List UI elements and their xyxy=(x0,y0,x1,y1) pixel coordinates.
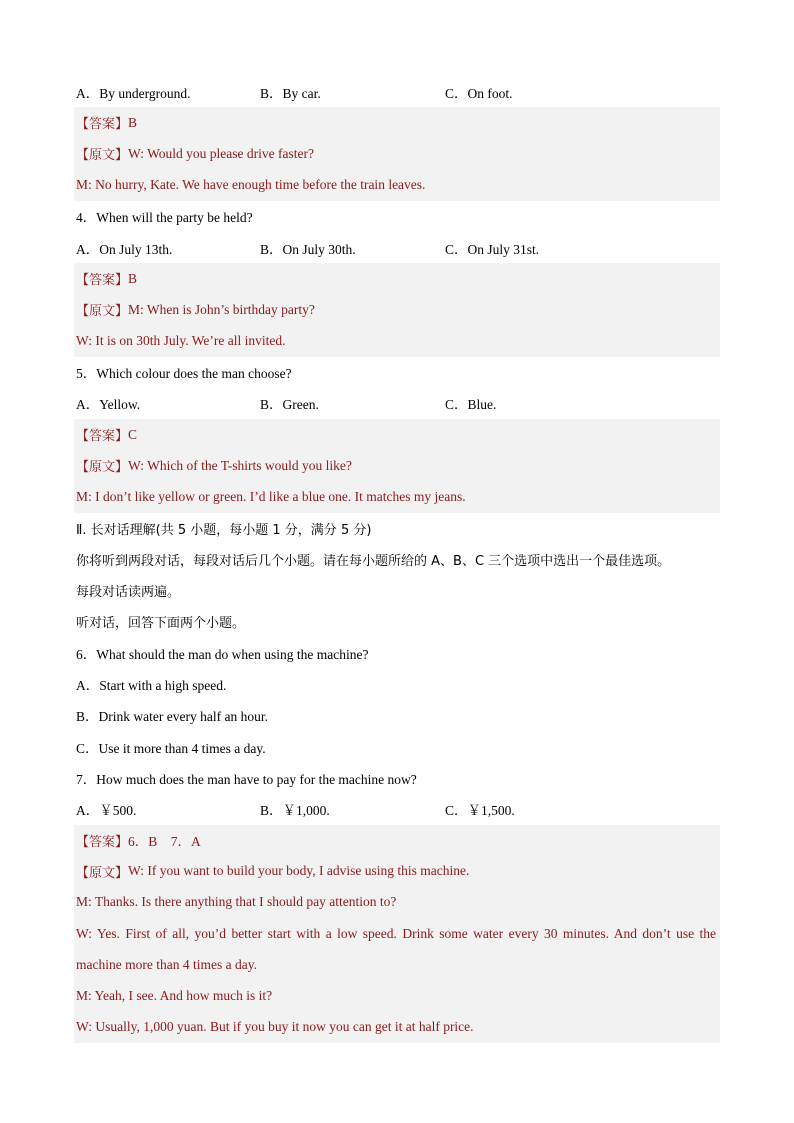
section-instruction-3: 听对话，回答下面两个小题。 xyxy=(76,616,246,632)
answer-value: 6．B 7．A xyxy=(128,834,201,850)
section-heading: Ⅱ. 长对话理解(共 5 小题，每小题 1 分，满分 5 分) xyxy=(76,522,372,538)
q3-script-line-1 xyxy=(74,138,720,169)
q3-option-a: A．By underground. xyxy=(76,85,191,101)
q67-script-line-6: W: Usually, 1,000 yuan. But if you buy it now you can get it at half price. xyxy=(74,1012,720,1043)
script-text: W: Which of the T-shirts would you like? xyxy=(128,457,352,473)
q4-script-line-1 xyxy=(74,294,720,325)
q4-script-line-2: W: It is on 30th July. We’re all invited. xyxy=(74,326,720,357)
answer-tag: 【答案】 xyxy=(76,117,129,133)
q4-options xyxy=(74,232,720,263)
q5-option-a: A．Yellow. xyxy=(76,397,141,413)
q6-option-b: B．Drink water every half an hour. xyxy=(76,709,268,725)
script-text: W: If you want to build your body, I advise using this machine. xyxy=(128,863,470,879)
q4-answer xyxy=(74,263,720,294)
q7-question: 7．How much does the man have to pay for the machine now? xyxy=(76,771,417,787)
q67-script-line-5: M: Yeah, I see. And how much is it? xyxy=(74,980,720,1011)
script-text: W: Would you please drive faster? xyxy=(128,145,314,161)
q4-option-c: C．On July 31st. xyxy=(445,241,540,257)
script-text: M: When is John’s birthday party? xyxy=(128,301,315,317)
q3-options xyxy=(74,76,720,107)
q7-option-b: B．￥1,000. xyxy=(260,802,330,818)
q5-answer xyxy=(74,419,720,450)
q7-option-a: A．￥500. xyxy=(76,802,137,818)
script-text: W: Yes. First of all, you’d better start with a low speed. Drink some water every 30 minutes. And don’t use the xyxy=(76,925,716,941)
q5-script-line-1 xyxy=(74,450,720,481)
q5-script-line-2: M: I don’t like yellow or green. I’d like a blue one. It matches my jeans. xyxy=(74,481,720,512)
q6-question: 6．What should the man do when using the machine? xyxy=(76,646,369,662)
q6-option-c: C．Use it more than 4 times a day. xyxy=(76,740,266,756)
q67-script-line-1 xyxy=(74,856,720,887)
answer-tag: 【答案】 xyxy=(76,429,129,445)
script-tag: 【原文】 xyxy=(76,304,129,320)
q5-question: 5．Which colour does the man choose? xyxy=(76,366,292,382)
q67-answer xyxy=(74,825,720,856)
q4-option-b: B．On July 30th. xyxy=(260,241,356,257)
q6-option-a: A．Start with a high speed. xyxy=(76,678,227,694)
q5-option-c: C．Blue. xyxy=(445,397,497,413)
answer-value: C xyxy=(128,426,138,442)
q3-option-c: C．On foot. xyxy=(445,85,513,101)
script-tag: 【原文】 xyxy=(76,148,129,164)
q5-option-b: B．Green. xyxy=(260,397,319,413)
q5-options xyxy=(74,388,720,419)
q3-script-line-2: M: No hurry, Kate. We have enough time before the train leaves. xyxy=(74,170,720,201)
q7-options xyxy=(74,793,720,824)
script-tag: 【原文】 xyxy=(76,865,129,881)
q67-script-line-4: machine more than 4 times a day. xyxy=(74,949,720,980)
q67-script-line-3 xyxy=(74,918,720,949)
script-tag: 【原文】 xyxy=(76,460,129,476)
q7-option-c: C．￥1,500. xyxy=(445,802,515,818)
answer-tag: 【答案】 xyxy=(76,273,129,289)
answer-value: B xyxy=(128,270,138,286)
q3-option-b: B．By car. xyxy=(260,85,321,101)
section-instruction-1: 你将听到两段对话，每段对话后几个小题。请在每小题所给的 A、B、C 三个选项中选出一个最佳选项。 xyxy=(76,553,671,569)
answer-value: B xyxy=(128,114,138,130)
section-instruction-2: 每段对话读两遍。 xyxy=(76,585,181,601)
q4-question: 4．When will the party be held? xyxy=(76,210,253,226)
q3-answer xyxy=(74,107,720,138)
document-content xyxy=(74,76,720,1043)
q67-script-line-2: M: Thanks. Is there anything that I should pay attention to? xyxy=(74,887,720,918)
answer-tag: 【答案】 xyxy=(76,834,129,850)
q4-option-a: A．On July 13th. xyxy=(76,241,173,257)
